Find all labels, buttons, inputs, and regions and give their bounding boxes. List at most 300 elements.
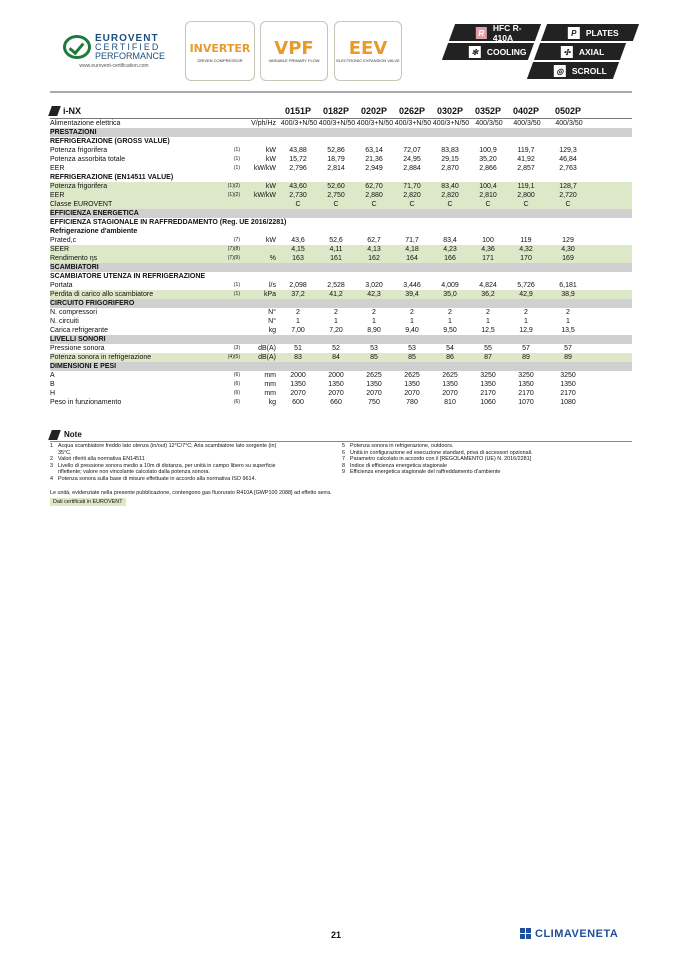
- row-label: Portata: [50, 282, 73, 289]
- section-row: [50, 263, 632, 272]
- table-cell: 100,4: [479, 183, 497, 190]
- tag-plates: [541, 24, 639, 41]
- table-cell: 171: [482, 255, 494, 262]
- eev-badge: [334, 21, 402, 81]
- note-text: Potenza sonora in refrigerazione, outdoors.: [350, 443, 454, 449]
- table-cell: 2: [372, 309, 376, 316]
- table-cell: 89: [564, 354, 572, 361]
- table-cell: 71,7: [405, 237, 419, 244]
- model-header-0302P: 0302P: [436, 106, 464, 116]
- table-cell: 400/3/50: [513, 120, 541, 127]
- row-label: Potenza sonora in refrigerazione: [50, 354, 152, 361]
- table-cell: 750: [368, 399, 380, 406]
- table-cell: 1: [524, 318, 528, 325]
- row-note: (4)(5): [227, 354, 240, 360]
- row-label: N. compressori: [50, 309, 98, 316]
- row-label: EER: [50, 165, 65, 172]
- row-unit: V/ph/Hz: [251, 120, 276, 127]
- table-cell: 2070: [366, 390, 382, 397]
- table-cell: 2: [566, 309, 570, 316]
- note-number: 1: [50, 443, 53, 449]
- row-unit: kW: [265, 147, 276, 154]
- notes-marker: [48, 430, 61, 440]
- table-cell: 129,3: [559, 147, 577, 154]
- section-row: [50, 128, 632, 137]
- subsection-row: [50, 218, 632, 227]
- table-row: [50, 398, 632, 407]
- table-cell: 4,32: [519, 246, 533, 253]
- table-row: [50, 389, 632, 398]
- table-cell: 2: [448, 309, 452, 316]
- table-cell: 2,800: [517, 192, 535, 199]
- note-number: 3: [50, 462, 53, 469]
- table-cell: C: [333, 201, 339, 208]
- spec-table: [50, 104, 632, 407]
- plates-icon: P: [568, 27, 580, 39]
- table-cell: 2,814: [327, 165, 345, 172]
- subsection-row: [50, 227, 632, 236]
- table-cell: 2,949: [365, 165, 383, 172]
- table-row: [50, 119, 632, 128]
- note-number: 4: [50, 475, 53, 482]
- row-label: EER: [50, 192, 65, 199]
- table-cell: 3250: [518, 372, 534, 379]
- table-cell: 29,15: [441, 156, 459, 163]
- model-header-0502P: 0502P: [554, 106, 582, 116]
- table-cell: 400/3+N/50: [356, 120, 394, 127]
- row-label: REFRIGERAZIONE (GROSS VALUE): [50, 138, 170, 145]
- table-cell: 2: [486, 309, 490, 316]
- table-cell: 2,810: [479, 192, 497, 199]
- table-cell: 85: [370, 354, 378, 361]
- table-cell: 1350: [560, 381, 576, 388]
- row-unit: kg: [268, 399, 276, 406]
- row-label: H: [50, 390, 56, 397]
- table-cell: 1: [448, 318, 452, 325]
- table-cell: 43,60: [289, 183, 307, 190]
- table-row: [50, 281, 632, 290]
- table-cell: 119: [520, 237, 532, 244]
- row-note: (6): [233, 399, 240, 405]
- table-cell: 35,20: [479, 156, 497, 163]
- row-label: EFFICIENZA STAGIONALE IN RAFFREDDAMENTO (Reg. UE 2016/2281): [50, 219, 287, 226]
- note-number: 5: [342, 443, 345, 449]
- table-cell: 3,020: [365, 282, 383, 289]
- section-row: [50, 335, 632, 344]
- table-cell: 41,2: [329, 291, 343, 298]
- table-row: [50, 146, 632, 155]
- row-label: SCAMBIATORE UTENZA IN REFRIGERAZIONE: [50, 273, 206, 280]
- table-cell: 57: [522, 345, 530, 352]
- note-item: [342, 469, 500, 476]
- table-cell: 42,9: [519, 291, 533, 298]
- inverter-title: INVERTER: [189, 41, 251, 55]
- table-cell: 5,726: [517, 282, 535, 289]
- notes-title: Note: [64, 430, 82, 439]
- table-cell: 9,50: [443, 327, 457, 334]
- table-cell: 2,820: [403, 192, 421, 199]
- table-cell: 7,20: [329, 327, 343, 334]
- row-unit: dB(A): [258, 354, 276, 361]
- note-item: [50, 476, 256, 483]
- tag-plates-label: PLATES: [586, 27, 619, 38]
- table-cell: 119,7: [517, 147, 535, 154]
- table-cell: 52,6: [329, 237, 343, 244]
- table-row: [50, 236, 632, 245]
- row-unit: N°: [268, 318, 276, 325]
- eurovent-line1: EUROVENT: [94, 32, 159, 44]
- table-cell: 2,880: [365, 192, 383, 199]
- page-number: 21: [331, 930, 342, 940]
- brand-name: CLIMAVENETA: [535, 928, 619, 940]
- table-cell: C: [409, 201, 415, 208]
- section-row: [50, 209, 632, 218]
- table-cell: 7,00: [291, 327, 305, 334]
- table-row: [50, 326, 632, 335]
- table-cell: 2000: [290, 372, 306, 379]
- table-cell: C: [523, 201, 529, 208]
- table-cell: 4,36: [481, 246, 495, 253]
- row-label: SCAMBIATORI: [50, 264, 99, 271]
- table-cell: 2: [296, 309, 300, 316]
- table-cell: 100,9: [479, 147, 497, 154]
- tag-cooling: [442, 43, 534, 60]
- table-row: [50, 254, 632, 263]
- table-cell: 2,820: [441, 192, 459, 199]
- table-cell: 129: [562, 237, 574, 244]
- table-cell: 1: [410, 318, 414, 325]
- table-cell: 166: [444, 255, 456, 262]
- table-cell: 2070: [328, 390, 344, 397]
- table-cell: 400/3+N/50: [280, 120, 318, 127]
- row-label: Peso in funzionamento: [50, 399, 122, 406]
- certified-label: Dati certificati in EUROVENT: [50, 498, 126, 506]
- table-cell: 83: [294, 354, 302, 361]
- row-label: PRESTAZIONI: [50, 129, 97, 136]
- row-label: LIVELLI SONORI: [50, 336, 106, 343]
- row-label: Perdita di carico allo scambiatore: [50, 291, 154, 298]
- note-text: Valori riferiti alla normativa EN14511: [58, 456, 145, 462]
- table-cell: 4,18: [405, 246, 419, 253]
- row-unit: kW: [265, 183, 276, 190]
- row-unit: mm: [264, 372, 276, 379]
- page-header: [50, 18, 650, 80]
- note-text: Unità in configurazione ed esecuzione standard, priva di accessori opzionali.: [350, 449, 533, 456]
- row-note: (6): [233, 390, 240, 396]
- table-cell: 1: [334, 318, 338, 325]
- table-cell: 1350: [366, 381, 382, 388]
- row-label: Pressione sonora: [50, 345, 105, 352]
- section-row: [50, 362, 632, 371]
- table-cell: 43,6: [291, 237, 305, 244]
- table-cell: 52,60: [327, 183, 345, 190]
- table-cell: 15,72: [289, 156, 307, 163]
- vpf-badge: [260, 21, 328, 81]
- table-cell: C: [295, 201, 301, 208]
- eurovent-url: www.eurovent-certification.com: [79, 62, 149, 69]
- table-cell: 71,70: [403, 183, 421, 190]
- table-cell: 43,88: [289, 147, 307, 154]
- table-cell: 1350: [404, 381, 420, 388]
- subsection-row: [50, 272, 632, 281]
- row-unit: l/s: [269, 282, 276, 289]
- table-cell: 36,2: [481, 291, 495, 298]
- refrigerant-icon: R: [476, 27, 487, 39]
- table-row: [50, 380, 632, 389]
- table-cell: 400/3+N/50: [432, 120, 470, 127]
- table-cell: 4,23: [443, 246, 457, 253]
- header-divider: [50, 91, 632, 93]
- table-cell: 2625: [404, 372, 420, 379]
- row-unit: mm: [264, 381, 276, 388]
- note-item: [50, 443, 276, 450]
- row-label: Potenza frigorifera: [50, 147, 108, 154]
- table-cell: 37,2: [291, 291, 305, 298]
- table-cell: 2625: [442, 372, 458, 379]
- table-cell: 85: [408, 354, 416, 361]
- row-label: Prated,c: [50, 237, 77, 244]
- model-header-0182P: 0182P: [322, 106, 350, 116]
- model-header-0352P: 0352P: [474, 106, 502, 116]
- table-cell: 400/3+N/50: [318, 120, 356, 127]
- section-row: [50, 299, 632, 308]
- table-cell: 4,824: [479, 282, 497, 289]
- table-cell: 2,750: [327, 192, 345, 199]
- table-row: [50, 245, 632, 254]
- table-cell: 72,07: [403, 147, 421, 154]
- note-text: riflettente; valore non vincolante calcolato dalla potenza sonora.: [58, 469, 210, 475]
- table-cell: 1350: [518, 381, 534, 388]
- row-note: (7)(9): [227, 255, 240, 261]
- note-text: Efficienza energetica stagionale del raffreddamento d'ambiente: [350, 469, 501, 475]
- table-cell: 2070: [290, 390, 306, 397]
- table-cell: 2,866: [479, 165, 497, 172]
- table-row: [50, 353, 632, 362]
- table-cell: 24,95: [403, 156, 421, 163]
- tag-refrigerant-label: HFC R-410A: [493, 22, 522, 43]
- table-cell: 6,181: [559, 282, 577, 289]
- row-label: Refrigerazione d'ambiente: [50, 228, 138, 235]
- subsection-row: [50, 137, 632, 146]
- note-number: 9: [342, 469, 345, 475]
- row-label: B: [50, 381, 55, 388]
- table-cell: 62,7: [367, 237, 381, 244]
- eev-title: EEV: [348, 37, 388, 59]
- table-cell: 35,0: [443, 291, 457, 298]
- table-cell: 100: [482, 237, 494, 244]
- note-number: 6: [342, 449, 345, 456]
- table-cell: 51: [294, 345, 302, 352]
- table-cell: 400/3+N/50: [394, 120, 432, 127]
- note-text: 35°C.: [58, 449, 72, 456]
- eurovent-line2: CERTIFIED: [94, 41, 161, 52]
- table-cell: 2000: [328, 372, 344, 379]
- row-unit: mm: [264, 390, 276, 397]
- table-cell: 1080: [560, 399, 576, 406]
- note-number: 2: [50, 456, 53, 462]
- table-cell: 2,870: [441, 165, 459, 172]
- inverter-badge: [185, 21, 255, 81]
- row-note: (1)(2): [227, 183, 240, 189]
- table-cell: 4,30: [561, 246, 575, 253]
- table-cell: 810: [444, 399, 456, 406]
- table-cell: 4,15: [291, 246, 305, 253]
- table-row: [50, 308, 632, 317]
- table-cell: 3,446: [403, 282, 421, 289]
- row-unit: kW: [265, 156, 276, 163]
- table-cell: 400/3/50: [475, 120, 503, 127]
- row-label: A: [50, 372, 55, 379]
- table-cell: 13,5: [561, 327, 575, 334]
- row-note: (1): [233, 147, 240, 153]
- table-row: [50, 290, 632, 299]
- table-cell: 2,763: [559, 165, 577, 172]
- table-cell: 9,40: [405, 327, 419, 334]
- table-cell: C: [371, 201, 377, 208]
- table-cell: 57: [564, 345, 572, 352]
- scroll-icon: ◎: [554, 65, 566, 77]
- notes-footer: Le unità, evidenziate nella presente pubblicazione, contengono gas fluorurato R410A [GWP100 2088] ad effetto serra.: [50, 490, 332, 496]
- table-cell: 2,730: [289, 192, 307, 199]
- table-row: [50, 344, 632, 353]
- table-cell: 12,9: [519, 327, 533, 334]
- row-label: N. circuiti: [50, 318, 79, 325]
- table-cell: 128,7: [559, 183, 577, 190]
- table-cell: 600: [292, 399, 304, 406]
- table-row: [50, 191, 632, 200]
- title-marker: [48, 106, 61, 116]
- row-unit: kW/kW: [253, 192, 276, 199]
- table-cell: 400/3/50: [555, 120, 583, 127]
- table-cell: 2170: [518, 390, 534, 397]
- table-cell: 3250: [480, 372, 496, 379]
- table-cell: 1350: [480, 381, 496, 388]
- table-cell: 84: [332, 354, 340, 361]
- note-number: 8: [342, 462, 345, 469]
- table-row: [50, 371, 632, 380]
- table-cell: 2,884: [403, 165, 421, 172]
- table-cell: 2070: [404, 390, 420, 397]
- table-cell: 1350: [328, 381, 344, 388]
- table-row: [50, 155, 632, 164]
- brand-logo: [520, 928, 618, 940]
- table-cell: 8,90: [367, 327, 381, 334]
- row-note: (7): [233, 237, 240, 243]
- row-unit: N°: [268, 309, 276, 316]
- table-row: [50, 164, 632, 173]
- row-label: SEER: [50, 246, 70, 253]
- eurovent-badge: [50, 21, 178, 81]
- row-note: (1): [233, 156, 240, 162]
- vpf-title: VPF: [274, 37, 314, 59]
- table-cell: 83,4: [443, 237, 457, 244]
- table-cell: 2,098: [289, 282, 307, 289]
- table-cell: 1060: [480, 399, 496, 406]
- eurovent-line3: PERFORMANCE: [94, 50, 165, 61]
- table-cell: 2,796: [289, 165, 307, 172]
- row-label: Alimentazione elettrica: [50, 120, 121, 127]
- inverter-sub: DRIVEN COMPRESSOR: [197, 57, 243, 63]
- row-note: (6): [233, 381, 240, 387]
- table-cell: C: [485, 201, 491, 208]
- table-cell: 660: [330, 399, 342, 406]
- table-cell: 162: [368, 255, 380, 262]
- note-number: 7: [342, 456, 345, 462]
- eev-sub: ELECTRONIC EXPANSION VALVE: [336, 57, 400, 63]
- row-note: (7)(8): [227, 246, 240, 252]
- table-cell: 2: [410, 309, 414, 316]
- model-header-0202P: 0202P: [360, 106, 388, 116]
- model-header-0151P: 0151P: [284, 106, 312, 116]
- table-row: [50, 182, 632, 191]
- tag-axial-label: AXIAL: [579, 46, 605, 57]
- row-unit: kPa: [263, 291, 276, 298]
- table-cell: 21,36: [365, 156, 383, 163]
- tag-scroll-label: SCROLL: [572, 65, 607, 76]
- row-unit: kW: [265, 237, 276, 244]
- row-unit: kg: [268, 327, 276, 334]
- tag-scroll: [527, 62, 619, 79]
- table-cell: 54: [446, 345, 454, 352]
- table-cell: 163: [292, 255, 304, 262]
- subsection-row: [50, 173, 632, 182]
- table-cell: 1350: [442, 381, 458, 388]
- note-text: Livello di pressione sonora medio a 10m di distanza, per unità in campo libero su superficie: [58, 462, 276, 469]
- tag-axial: [534, 43, 626, 60]
- table-cell: 83,83: [441, 147, 459, 154]
- table-cell: 2: [524, 309, 528, 316]
- table-row: [50, 200, 632, 209]
- row-note: (3): [233, 345, 240, 351]
- table-cell: 2,857: [517, 165, 535, 172]
- table-cell: 46,84: [559, 156, 577, 163]
- row-note: (6): [233, 372, 240, 378]
- table-cell: 119,1: [517, 183, 535, 190]
- row-label: Potenza assorbita totale: [50, 156, 126, 163]
- row-unit: kW/kW: [253, 165, 276, 172]
- table-cell: 52,86: [327, 147, 345, 154]
- table-cell: 52: [332, 345, 340, 352]
- vpf-sub: VARIABLE PRIMARY FLOW: [268, 57, 320, 63]
- table-cell: 4,11: [329, 246, 343, 253]
- table-cell: 2070: [442, 390, 458, 397]
- row-label: DIMENSIONI E PESI: [50, 363, 117, 370]
- table-cell: 2625: [366, 372, 382, 379]
- row-note: (1): [233, 165, 240, 171]
- table-cell: 89: [522, 354, 530, 361]
- table-cell: 1: [486, 318, 490, 325]
- table-cell: 164: [406, 255, 418, 262]
- table-cell: 63,14: [365, 147, 383, 154]
- table-cell: 2: [334, 309, 338, 316]
- table-cell: 4,009: [441, 282, 459, 289]
- note-text: Parametro calcolato in accordo con il [REGOLAMENTO (UE) N. 2016/2281]: [350, 456, 532, 462]
- row-unit: dB(A): [258, 345, 276, 352]
- brand-logo-icon: [520, 928, 532, 940]
- table-cell: 53: [408, 345, 416, 352]
- eurovent-check-icon: [63, 35, 91, 59]
- table-cell: 38,9: [561, 291, 575, 298]
- row-label: Rendimento ηs: [50, 255, 98, 262]
- table-cell: 83,40: [441, 183, 459, 190]
- table-cell: 1: [372, 318, 376, 325]
- table-cell: 39,4: [405, 291, 419, 298]
- table-cell: 62,70: [365, 183, 383, 190]
- table-cell: 41,92: [517, 156, 535, 163]
- model-header-0402P: 0402P: [512, 106, 540, 116]
- table-cell: 86: [446, 354, 454, 361]
- tag-refrigerant: [449, 24, 541, 41]
